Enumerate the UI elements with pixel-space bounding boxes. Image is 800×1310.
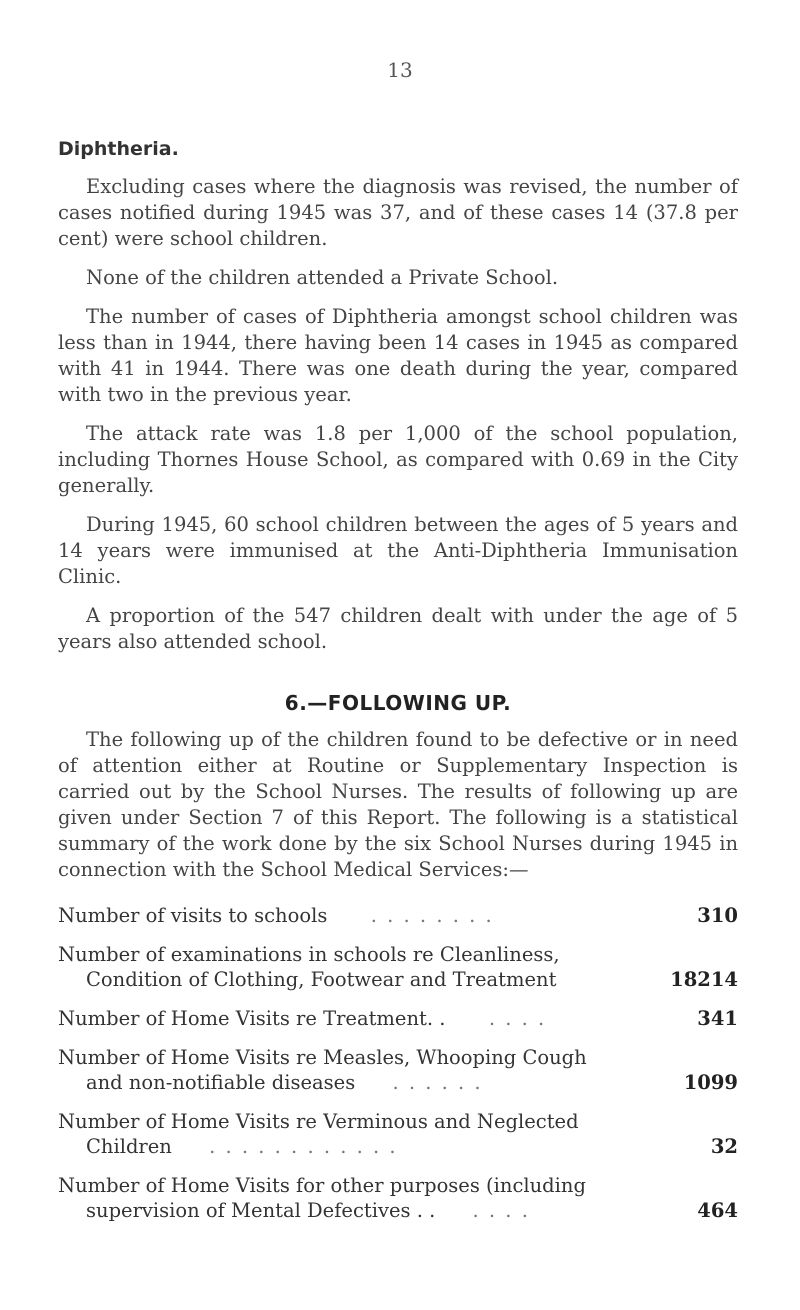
stat-label-line2 xyxy=(58,1198,658,1223)
stat-row xyxy=(58,903,738,928)
stat-label-line2: Condition of Clothing, Footwear and Treatment xyxy=(86,968,557,991)
leader-dots: . . . . . . . . . . . . xyxy=(209,1135,398,1158)
stat-label-line1: Number of visits to schools xyxy=(58,904,328,927)
statistics-list xyxy=(58,903,738,1223)
stat-label xyxy=(58,1045,658,1095)
page-number: 13 xyxy=(387,58,413,82)
stat-label-line1: Number of Home Visits for other purposes (including xyxy=(58,1174,586,1197)
stat-value: 310 xyxy=(697,904,738,927)
stat-value: 18214 xyxy=(670,968,738,991)
diphtheria-paragraph: The attack rate was 1.8 per 1,000 of the school population, including Thornes House School, as compared with 0.69 in the City generally. xyxy=(58,422,738,497)
stat-label-line1: Number of Home Visits re Measles, Whooping Cough xyxy=(58,1046,587,1069)
leader-dots: . . . . . . xyxy=(392,1071,483,1094)
stat-row xyxy=(58,1109,738,1159)
diphtheria-heading: Diphtheria. xyxy=(58,138,179,160)
stat-value: 1099 xyxy=(683,1071,738,1094)
stat-row xyxy=(58,1173,738,1223)
stat-value: 32 xyxy=(710,1135,738,1158)
stat-label-line1: Number of examinations in schools re Cleanliness, xyxy=(58,943,560,966)
stat-value: 464 xyxy=(697,1199,738,1222)
section-title-following-up: 6.—FOLLOWING UP. xyxy=(284,691,512,715)
diphtheria-paragraph: None of the children attended a Private School. xyxy=(86,266,559,289)
stat-label xyxy=(58,942,658,992)
diphtheria-paragraph: During 1945, 60 school children between the ages of 5 years and 14 years were immunised at the Anti-Diphtheria Immunisation Clinic. xyxy=(58,513,738,588)
stat-label xyxy=(58,903,658,928)
stat-label-line2-text: supervision of Mental Defectives . . xyxy=(86,1199,436,1222)
stat-label-line1: Number of Home Visits re Treatment. . xyxy=(58,1007,446,1030)
stat-label xyxy=(58,1006,658,1031)
diphtheria-paragraph: The number of cases of Diphtheria amongst school children was less than in 1944, there having been 14 cases in 1945 as compared with 41 in 1944. There was one death during the year, compared with two in the previous year. xyxy=(58,305,738,406)
stat-row xyxy=(58,942,738,992)
stat-label-line1: Number of Home Visits re Verminous and Neglected xyxy=(58,1110,579,1133)
diphtheria-paragraph: A proportion of the 547 children dealt with under the age of 5 years also attended school. xyxy=(58,604,738,653)
stat-label-line2 xyxy=(58,1070,658,1095)
page-content xyxy=(58,138,738,1237)
stat-label xyxy=(58,1173,658,1223)
stat-label-line2-text: and non-notifiable diseases xyxy=(86,1071,356,1094)
leader-dots: . . . . xyxy=(472,1199,530,1222)
stat-label xyxy=(58,1109,658,1159)
stat-value: 341 xyxy=(697,1007,738,1030)
stat-row xyxy=(58,1006,738,1031)
leader-dots: . . . . . . . . xyxy=(370,904,494,927)
diphtheria-paragraph: Excluding cases where the diagnosis was revised, the number of cases notified during 1945 was 37, and of these cases 14 (37.8 per cent) were school children. xyxy=(58,175,738,250)
following-up-intro: The following up of the children found to be defective or in need of attention either at Routine or Supplementary Inspection is carried out by the School Nurses. The results of following up are given under Section 7 of this Report. The following is a statistical summary of the work done by the six School Nurses during 1945 in connection with the School Medical Services:— xyxy=(58,728,738,881)
stat-row xyxy=(58,1045,738,1095)
stat-label-line2-text: Children xyxy=(86,1135,172,1158)
leader-dots: . . . . xyxy=(488,1007,547,1030)
stat-label-line2 xyxy=(58,1134,658,1159)
